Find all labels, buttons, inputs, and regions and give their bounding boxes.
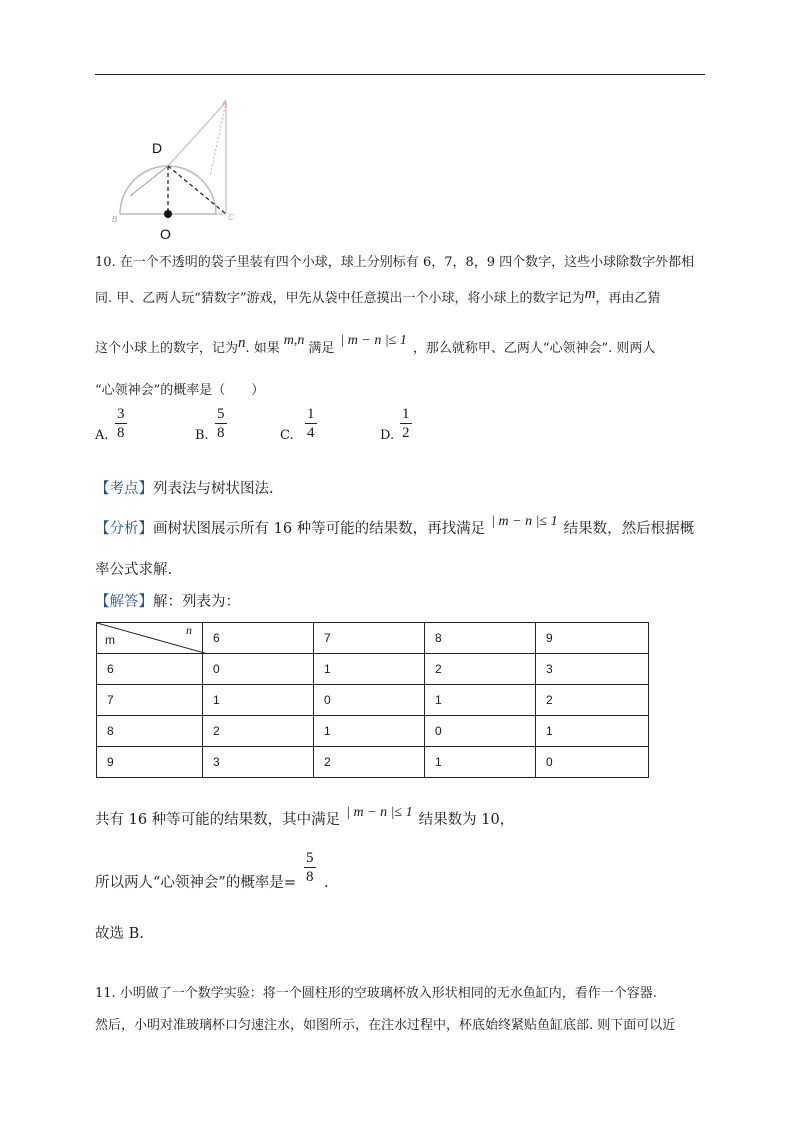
- table-row-header: 8: [97, 716, 203, 747]
- table-cell: 2: [314, 747, 425, 778]
- option-a-fraction: [115, 406, 127, 441]
- table-cell: 3: [203, 747, 314, 778]
- table-header-cell: 7: [314, 623, 425, 654]
- q10-line1: 10. 在一个不透明的袋子里装有四个小球，球上分别标有 6，7，8，9 四个数字，这些小球除数字外都相: [95, 255, 695, 270]
- prob-fraction: [304, 850, 316, 885]
- label-A: A: [222, 99, 228, 108]
- table-cell: 2: [536, 685, 649, 716]
- var-m: m: [584, 286, 596, 302]
- q11-line2: 然后，小明对准玻璃杯口匀速注水，如图所示，在注水过程中，杯底始终紧贴鱼缸底部. 则下面可以近: [95, 1018, 676, 1033]
- var-mn: m,n: [283, 333, 305, 348]
- q11-line1: 11. 小明做了一个数学实验：将一个圆柱形的空玻璃杯放入形状相同的无水鱼缸内，看作一个容器.: [95, 986, 657, 1001]
- table-cell: 1: [425, 685, 536, 716]
- option-c-fraction: [305, 406, 317, 441]
- result-line: [95, 805, 515, 831]
- table-header-cell: 9: [536, 623, 649, 654]
- result-text-b: 结果数为 10，: [418, 812, 515, 828]
- kaodian-tag: 【考点】: [95, 481, 153, 497]
- jieda-text: 解：列表为：: [153, 594, 240, 610]
- table-cell: 0: [314, 685, 425, 716]
- option-a-label: A.: [95, 428, 109, 443]
- prob-den: 8: [306, 869, 314, 885]
- corner-m: m: [105, 633, 115, 647]
- geometry-figure: [100, 96, 250, 246]
- option-c-num: 1: [307, 406, 315, 422]
- table-cell: 1: [536, 716, 649, 747]
- option-b-fraction: [215, 406, 227, 441]
- label-O: O: [160, 226, 171, 242]
- difference-table: [96, 622, 649, 778]
- prob-num: 5: [306, 850, 314, 866]
- fenxi-tag: 【分析】: [95, 521, 153, 537]
- q10-line3-c: 满足: [308, 341, 335, 356]
- option-d-label: D.: [380, 428, 395, 443]
- table-row-header: 7: [97, 685, 203, 716]
- fenxi-text-c: 率公式求解.: [95, 562, 173, 578]
- q10-line3-d: ，那么就称甲、乙两人“心领神会”. 则两人: [412, 341, 656, 356]
- table-cell: 0: [203, 654, 314, 685]
- kaodian: [95, 479, 274, 499]
- q10-line3-a: 这个小球上的数字，记为: [95, 341, 239, 356]
- option-b-num: 5: [217, 406, 225, 422]
- option-d-fraction: [400, 406, 412, 441]
- fenxi-text-a: 画树状图展示所有 16 种等可能的结果数，再找满足: [153, 521, 486, 537]
- option-c-den: 4: [307, 425, 315, 441]
- var-n: n: [238, 335, 246, 351]
- q10-line3-b: . 如果: [245, 341, 280, 356]
- table-row-header: 6: [97, 654, 203, 685]
- q10-line2: [95, 286, 661, 308]
- table-cell: 0: [425, 716, 536, 747]
- q10-line4: “心领神会”的概率是（ ）: [95, 383, 265, 398]
- option-d-den: 2: [402, 425, 410, 441]
- table-row: [97, 654, 649, 685]
- table-cell: 1: [203, 685, 314, 716]
- table-cell: 1: [314, 654, 425, 685]
- option-a-num: 3: [117, 406, 125, 422]
- result-text-a: 共有 16 种等可能的结果数，其中满足: [95, 812, 341, 828]
- fenxi-text-b: 结果数，然后根据概: [563, 521, 695, 537]
- table-cell: 1: [314, 716, 425, 747]
- table-cell: 2: [203, 716, 314, 747]
- label-B: B: [112, 215, 118, 224]
- option-c-label: C.: [280, 428, 294, 443]
- fenxi: [95, 514, 695, 540]
- table-header-cell: 8: [425, 623, 536, 654]
- table-row: [97, 685, 649, 716]
- table-cell: 1: [425, 747, 536, 778]
- table-header-row: [97, 623, 649, 654]
- q10-line2-a: 同. 甲、乙两人玩“猜数字”游戏，甲先从袋中任意摸出一个小球，将小球上的数字记为: [95, 291, 585, 306]
- table-row: [97, 747, 649, 778]
- table-cell: 3: [536, 654, 649, 685]
- option-b-den: 8: [217, 425, 225, 441]
- answer-line: 故选 B.: [95, 926, 144, 942]
- kaodian-text: 列表法与树状图法.: [153, 481, 274, 497]
- table-cell: 0: [536, 747, 649, 778]
- option-d-num: 1: [402, 406, 410, 422]
- q10-line3: [95, 333, 656, 358]
- label-C: C: [228, 213, 234, 222]
- prob-text: 所以两人“心领神会”的概率是=: [95, 875, 296, 891]
- header-rule: [95, 74, 705, 75]
- jieda-tag: 【解答】: [95, 594, 153, 610]
- table-header-cell: 6: [203, 623, 314, 654]
- abs-condition: | m − n |≤ 1: [340, 333, 407, 348]
- result-abs: | m − n |≤ 1: [346, 805, 413, 820]
- prob-end: .: [324, 875, 329, 891]
- jieda: [95, 592, 240, 612]
- option-b-label: B.: [195, 428, 209, 443]
- option-a-den: 8: [117, 425, 125, 441]
- table-row-header: 9: [97, 747, 203, 778]
- q10-line2-b: ，再由乙猜: [595, 291, 661, 306]
- table-row: [97, 716, 649, 747]
- corner-n: n: [186, 623, 192, 637]
- table-corner-cell: [97, 623, 203, 654]
- label-D: D: [152, 140, 163, 156]
- fenxi-abs: | m − n |≤ 1: [491, 514, 558, 529]
- table-cell: 2: [425, 654, 536, 685]
